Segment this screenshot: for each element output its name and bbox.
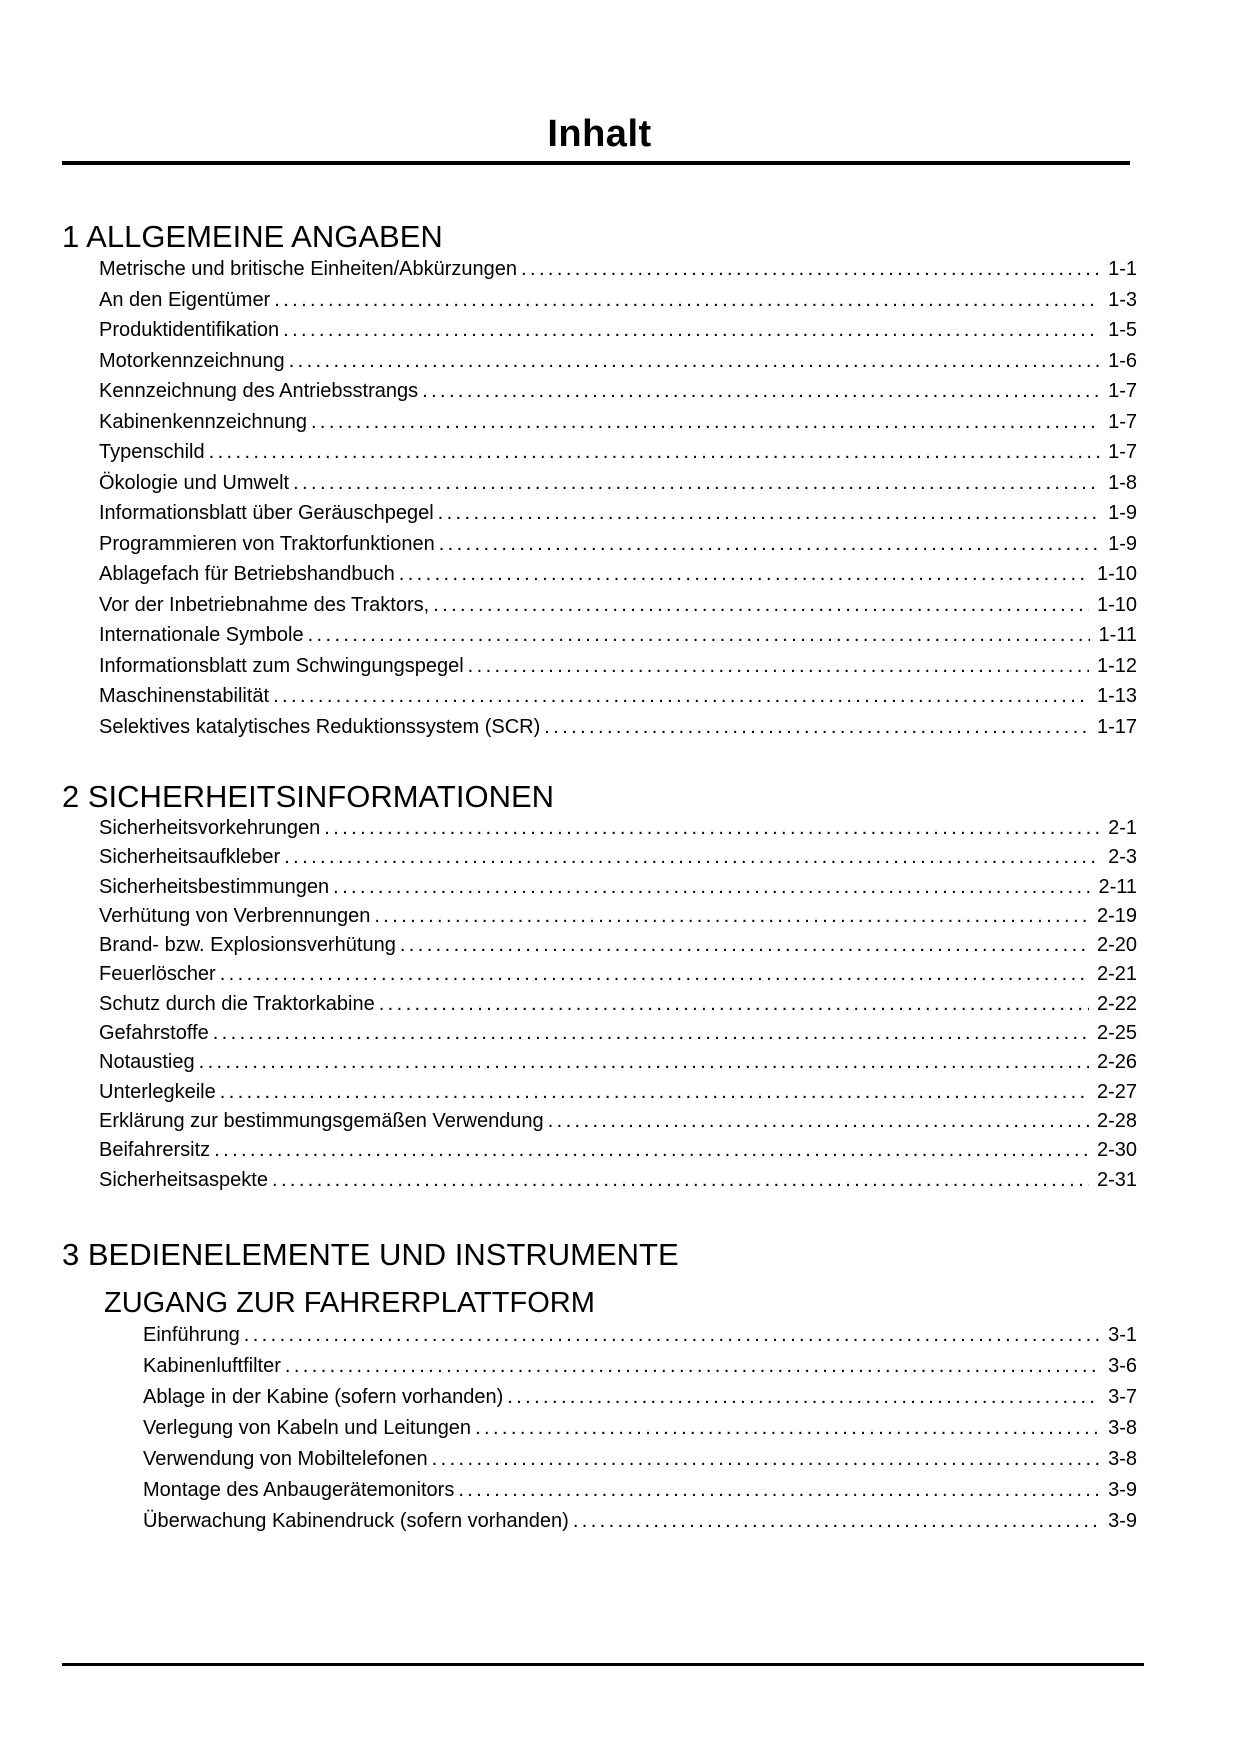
dot-leader xyxy=(289,346,1100,377)
dot-leader xyxy=(374,902,1089,931)
toc-row xyxy=(62,315,1137,346)
toc-entry-label: Internationale Symbole xyxy=(99,624,304,646)
toc-page-number: 3-8 xyxy=(1108,1448,1137,1470)
toc-entry-label: Ablage in der Kabine (sofern vorhanden) xyxy=(143,1386,504,1408)
dot-leader xyxy=(244,1320,1100,1351)
toc-page-number: 1-7 xyxy=(1108,410,1137,433)
dot-leader xyxy=(573,1506,1100,1537)
toc-row xyxy=(62,990,1137,1019)
dot-leader xyxy=(273,681,1089,712)
toc-page-number: 2-30 xyxy=(1096,1139,1137,1162)
toc-entry-label: Verlegung von Kabeln und Leitungen xyxy=(143,1417,472,1439)
dot-leader xyxy=(433,590,1089,621)
toc-entry-label: Sicherheitsaspekte xyxy=(99,1168,268,1191)
toc-row xyxy=(62,873,1137,902)
toc-entry-label: Ablagefach für Betriebshandbuch xyxy=(99,563,395,585)
toc-entry-label: Beifahrersitz xyxy=(99,1139,211,1162)
section-number: 1 xyxy=(62,219,80,254)
dot-leader xyxy=(333,873,1090,902)
toc-row xyxy=(62,407,1137,438)
header-rule xyxy=(62,161,1130,165)
toc-row xyxy=(62,559,1137,590)
dot-leader xyxy=(283,315,1100,346)
toc-row xyxy=(62,498,1137,529)
toc-entry-label: Kabinenkennzeichnung xyxy=(99,410,307,433)
toc-row xyxy=(62,931,1137,960)
toc-entry-label: Maschinenstabilität xyxy=(99,685,270,707)
toc-entry-label: Feuerlöscher xyxy=(99,963,216,986)
toc-row xyxy=(62,1351,1137,1382)
dot-leader xyxy=(399,559,1089,590)
section-1 xyxy=(62,220,1137,742)
toc-entry-label: Überwachung Kabinendruck (sofern vorhanden) xyxy=(143,1510,569,1532)
toc-entry-label: Verwendung von Mobiltelefonen xyxy=(143,1448,428,1470)
toc-entry-label: Kabinenluftfilter xyxy=(143,1355,281,1377)
toc-row xyxy=(62,1078,1137,1107)
dot-leader xyxy=(439,529,1100,560)
toc-entry-label: An den Eigentümer xyxy=(99,288,271,311)
toc-page-number: 1-10 xyxy=(1096,563,1137,585)
toc-entry-label: Sicherheitsbestimmungen xyxy=(99,875,330,898)
toc-entry-label: Brand- bzw. Explosionsverhütung xyxy=(99,934,396,957)
toc-page-number: 1-11 xyxy=(1098,624,1137,646)
toc-page-number: 1-7 xyxy=(1108,441,1137,463)
section-title: BEDIENELEMENTE UND INSTRUMENTE xyxy=(87,1237,679,1272)
dot-leader xyxy=(458,1475,1100,1506)
dot-leader xyxy=(507,1382,1100,1413)
section-heading xyxy=(62,1238,1137,1272)
toc-page-number: 1-12 xyxy=(1096,654,1137,677)
toc-page-number: 2-22 xyxy=(1096,992,1137,1015)
toc-page-number: 2-31 xyxy=(1096,1168,1137,1191)
section-2 xyxy=(62,780,1137,1195)
toc-row xyxy=(62,1107,1137,1136)
dot-leader xyxy=(209,437,1100,468)
toc-row xyxy=(62,681,1137,712)
toc-page-number: 2-11 xyxy=(1098,875,1137,898)
toc-row xyxy=(62,1136,1137,1165)
toc-page-number: 1-17 xyxy=(1096,715,1137,738)
dot-leader xyxy=(468,651,1089,682)
toc-row xyxy=(62,712,1137,743)
toc-page-number: 3-6 xyxy=(1108,1355,1137,1377)
toc-entry-label: Notaustieg xyxy=(99,1051,195,1074)
toc-row xyxy=(62,437,1137,468)
toc-entry-label: Schutz durch die Traktorkabine xyxy=(99,992,375,1015)
toc-row xyxy=(62,254,1137,285)
toc-page-number: 1-10 xyxy=(1096,593,1137,616)
toc-row xyxy=(62,376,1137,407)
dot-leader xyxy=(199,1048,1089,1077)
dot-leader xyxy=(274,285,1100,316)
toc-row xyxy=(62,1320,1137,1351)
dot-leader xyxy=(308,620,1091,651)
dot-leader xyxy=(475,1413,1100,1444)
toc-entry-label: Motorkennzeichnung xyxy=(99,349,285,372)
toc-entry-label: Typenschild xyxy=(99,441,205,463)
section-heading xyxy=(62,780,1137,814)
toc-entry-label: Produktidentifikation xyxy=(99,319,280,341)
section-title: ALLGEMEINE ANGABEN xyxy=(86,219,443,254)
toc-row xyxy=(62,1506,1137,1537)
dot-leader xyxy=(324,814,1100,843)
section-number: 3 xyxy=(62,1237,80,1272)
toc-row xyxy=(62,1413,1137,1444)
dot-leader xyxy=(379,990,1089,1019)
section-title: SICHERHEITSINFORMATIONEN xyxy=(87,779,555,814)
dot-leader xyxy=(220,960,1089,989)
section-3 xyxy=(62,1238,1137,1537)
toc-row xyxy=(62,902,1137,931)
toc-page-number: 1-9 xyxy=(1108,502,1137,524)
subsection xyxy=(62,1286,1137,1537)
toc-row xyxy=(62,814,1137,843)
toc-page-number: 1-5 xyxy=(1108,319,1137,341)
toc-row xyxy=(62,1048,1137,1077)
toc-entry-label: Einführung xyxy=(143,1324,240,1346)
dot-leader xyxy=(422,376,1100,407)
toc-entry-label: Sicherheitsvorkehrungen xyxy=(99,817,321,839)
dot-leader xyxy=(438,498,1100,529)
toc-page-number: 1-6 xyxy=(1108,349,1137,372)
toc-entry-label: Informationsblatt über Geräuschpegel xyxy=(99,502,434,524)
footer-rule xyxy=(62,1663,1144,1666)
toc-page-number: 1-13 xyxy=(1096,685,1137,707)
toc-page-number: 3-9 xyxy=(1108,1479,1137,1501)
toc-entry-label: Kennzeichnung des Antriebsstrangs xyxy=(99,380,419,402)
toc-page-number: 1-1 xyxy=(1108,258,1137,280)
toc-page-number: 3-7 xyxy=(1108,1386,1137,1408)
toc-entry-label: Programmieren von Traktorfunktionen xyxy=(99,532,435,555)
section-heading xyxy=(62,220,1137,254)
toc-page-number: 1-9 xyxy=(1108,532,1137,555)
toc-page-number: 2-27 xyxy=(1096,1080,1137,1103)
toc-entry-label: Metrische und britische Einheiten/Abkürzungen xyxy=(99,258,518,280)
toc-page-number: 2-28 xyxy=(1096,1109,1137,1132)
dot-leader xyxy=(521,254,1100,285)
toc-page-number: 2-19 xyxy=(1096,904,1137,927)
dot-leader xyxy=(285,1351,1100,1382)
toc-row xyxy=(62,1444,1137,1475)
toc-row xyxy=(62,590,1137,621)
toc-row xyxy=(62,529,1137,560)
toc-row xyxy=(62,468,1137,499)
dot-leader xyxy=(213,1019,1089,1048)
toc-row xyxy=(62,1382,1137,1413)
dot-leader xyxy=(214,1136,1089,1165)
toc-entry-label: Sicherheitsaufkleber xyxy=(99,846,281,869)
toc-entry-label: Ökologie und Umwelt xyxy=(99,471,290,494)
toc-page xyxy=(62,0,1137,1754)
toc-page-number: 3-1 xyxy=(1108,1324,1137,1346)
dot-leader xyxy=(284,843,1100,872)
toc-entry-label: Informationsblatt zum Schwingungspegel xyxy=(99,654,464,677)
toc-entry-label: Unterlegkeile xyxy=(99,1080,216,1103)
toc-page-number: 2-26 xyxy=(1096,1051,1137,1074)
toc-page-number: 3-8 xyxy=(1108,1417,1137,1439)
toc-row xyxy=(62,285,1137,316)
toc-page-number: 3-9 xyxy=(1108,1510,1137,1532)
section-number: 2 xyxy=(62,779,80,814)
toc-page-number: 2-1 xyxy=(1108,817,1137,839)
toc-entry-label: Montage des Anbaugerätemonitors xyxy=(143,1479,455,1501)
toc-row xyxy=(62,843,1137,872)
toc-page-number: 1-8 xyxy=(1108,471,1137,494)
toc-row xyxy=(62,1019,1137,1048)
subsection-heading: ZUGANG ZUR FAHRERPLATTFORM xyxy=(104,1287,595,1319)
dot-leader xyxy=(220,1078,1089,1107)
toc-page-number: 2-20 xyxy=(1096,934,1137,957)
toc-page-number: 2-21 xyxy=(1096,963,1137,986)
toc-page-number: 2-25 xyxy=(1096,1022,1137,1045)
toc-entry-label: Selektives katalytisches Reduktionssystem (SCR) xyxy=(99,715,541,738)
dot-leader xyxy=(400,931,1089,960)
toc-page-number: 1-7 xyxy=(1108,380,1137,402)
dot-leader xyxy=(548,1107,1089,1136)
dot-leader xyxy=(272,1166,1089,1195)
toc-entry-label: Vor der Inbetriebnahme des Traktors, xyxy=(99,593,430,616)
toc-entry-label: Gefahrstoffe xyxy=(99,1022,209,1045)
dot-leader xyxy=(544,712,1089,743)
page-title: Inhalt xyxy=(547,113,652,156)
toc-entry-label: Erklärung zur bestimmungsgemäßen Verwendung xyxy=(99,1109,544,1132)
toc-page-number: 2-3 xyxy=(1108,846,1137,869)
toc-row xyxy=(62,1475,1137,1506)
toc-row xyxy=(62,960,1137,989)
dot-leader xyxy=(311,407,1100,438)
toc-row xyxy=(62,651,1137,682)
toc-row xyxy=(62,1166,1137,1195)
toc-row xyxy=(62,620,1137,651)
toc-page-number: 1-3 xyxy=(1108,288,1137,311)
dot-leader xyxy=(293,468,1100,499)
dot-leader xyxy=(432,1444,1100,1475)
toc-entry-label: Verhütung von Verbrennungen xyxy=(99,904,371,927)
toc-row xyxy=(62,346,1137,377)
